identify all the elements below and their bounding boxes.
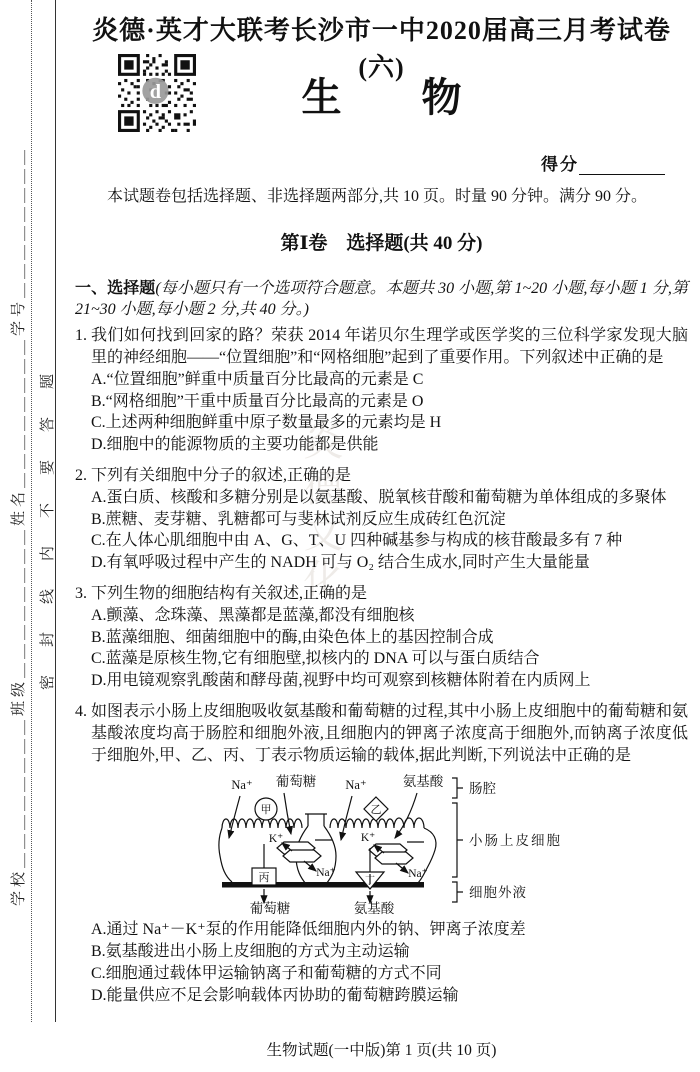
bracket-ecf bbox=[452, 882, 463, 902]
question-4-option-c: C.细胞通过载体甲运输钠离子和葡萄糖的方式不同 bbox=[91, 964, 442, 982]
seal-solid-line bbox=[55, 0, 56, 1022]
question-2-option-a: A.蛋白质、核酸和多糖分别是以氨基酸、脱氧核苷酸和葡萄糖为单体组成的多聚体 bbox=[91, 488, 667, 506]
question-2-stem: 下列有关细胞中分子的叙述,正确的是 bbox=[91, 466, 352, 484]
question-3-option-b: B.蓝藻细胞、细菌细胞中的酶,由染色体上的基因控制合成 bbox=[91, 628, 494, 646]
question-2-option-d: D.有氧呼吸过程中产生的 NADH 可与 O₂ 结合生成水,同时产生大量能量 bbox=[91, 554, 590, 572]
question-2-option-c: C.在人体心肌细胞中由 A、G、T、U 四种碱基参与构成的核苷酸最多有 7 种 bbox=[91, 532, 623, 550]
junction-neck bbox=[305, 814, 327, 826]
section-title: 第Ⅰ卷 选择题(共 40 分) bbox=[280, 232, 483, 254]
svg-text:d: d bbox=[149, 80, 162, 103]
content bbox=[75, 186, 688, 1016]
cell-transport-diagram bbox=[180, 772, 580, 917]
arrow-glucose-in bbox=[284, 793, 291, 834]
question-2-number: 2. bbox=[75, 466, 87, 484]
exam-title: 炎德·英才大联考长沙市一中2020届高三月考试卷(六) bbox=[92, 16, 671, 82]
label-carrier-bing: 丙 bbox=[258, 872, 270, 885]
part-heading bbox=[75, 278, 688, 322]
label-epithelial: 小肠上皮细胞 bbox=[469, 833, 562, 849]
label-na-top-right: Na⁺ bbox=[345, 778, 367, 793]
question-4-number: 4. bbox=[75, 702, 87, 720]
question-1-option-a: A.“位置细胞”鲜重中质量百分比最高的元素是 C bbox=[91, 370, 424, 388]
arrow-amino-in bbox=[395, 793, 417, 838]
question-4-stem: 如图表示小肠上皮细胞吸收氨基酸和葡萄糖的过程,其中小肠上皮细胞中的葡萄糖和氨基酸浓度均高于肠腔和细胞外液,且细胞内的钾离子浓度高于细胞外,而钠离子浓度低于细胞外,甲、乙、丙、丁表示物质运输的载体,据此判断,下列说法中正确的是 bbox=[91, 702, 688, 764]
subject-title: 生 物 bbox=[301, 75, 462, 120]
question-1-option-c: C.上述两种细胞鲜重中原子数量最多的元素均是 H bbox=[91, 414, 442, 432]
question-3-number: 3. bbox=[75, 584, 87, 602]
student-info-blanks: 学校＿＿＿＿＿＿＿＿班级＿＿＿＿＿＿＿＿姓名＿＿＿＿＿＿＿＿学号＿＿＿＿＿＿＿＿ bbox=[11, 145, 27, 906]
question-1-stem: 我们如何找到回家的路？荣获 2014 年诺贝尔生理学或医学奖的三位科学家发现大脑里的神经细胞——“位置细胞”和“网格细胞”起到了重要作用。下列叙述中正确的是 bbox=[91, 327, 688, 366]
label-na-out-left: Na⁺ bbox=[316, 867, 336, 880]
label-glucose-top: 葡萄糖 bbox=[275, 774, 317, 790]
question-3-stem: 下列生物的细胞结构有关叙述,正确的是 bbox=[91, 584, 368, 602]
question-3-option-a: A.颤藻、念珠藻、黑藻都是蓝藻,都没有细胞核 bbox=[91, 606, 415, 624]
bracket-lumen bbox=[452, 778, 463, 798]
label-glucose-bottom: 葡萄糖 bbox=[249, 901, 291, 917]
score-label: 得分 bbox=[541, 155, 579, 174]
label-k-left: K⁺ bbox=[268, 833, 284, 846]
question-1 bbox=[75, 325, 688, 456]
intro-note: 本试题卷包括选择题、非选择题两部分,共 10 页。时量 90 分钟。满分 90 分。 bbox=[107, 188, 648, 205]
score-blank bbox=[579, 157, 665, 175]
question-4 bbox=[75, 701, 688, 1007]
part-label: 一、选择题 bbox=[75, 279, 156, 297]
label-carrier-ding: 丁 bbox=[365, 876, 375, 888]
question-3 bbox=[75, 583, 688, 692]
question-3-option-c: C.蓝藻是原核生物,它有细胞壁,拟核内的 DNA 可以与蛋白质结合 bbox=[91, 650, 540, 668]
question-2-option-b: B.蔗糖、麦芽糖、乳糖都可与斐林试剂反应生成砖红色沉淀 bbox=[91, 510, 506, 528]
label-amino-top: 氨基酸 bbox=[402, 774, 444, 790]
question-4-option-a: A.通过 Na⁺－K⁺泵的作用能降低细胞内外的钠、钾离子浓度差 bbox=[91, 921, 526, 939]
label-lumen: 肠腔 bbox=[469, 781, 496, 797]
label-na-out-right: Na⁺ bbox=[408, 868, 428, 881]
bracket-epithelial bbox=[452, 803, 463, 877]
label-amino-bottom: 氨基酸 bbox=[353, 901, 395, 917]
seal-dotted-line bbox=[31, 0, 32, 1022]
question-1-number: 1. bbox=[75, 327, 87, 345]
page-footer: 生物试题(一中版)第 1 页(共 10 页) bbox=[266, 1042, 497, 1059]
seal-line-text: 密封线内不要答题 bbox=[40, 345, 56, 690]
arrow-na-in-left bbox=[229, 796, 240, 838]
question-4-option-b: B.氨基酸进出小肠上皮细胞的方式为主动运输 bbox=[91, 943, 410, 961]
question-1-option-d: D.细胞中的能源物质的主要功能都是供能 bbox=[91, 436, 379, 454]
question-4-option-d: D.能量供应不足会影响载体丙协助的葡萄糖跨膜运输 bbox=[91, 986, 459, 1004]
cell-transport-figure bbox=[180, 772, 580, 917]
label-carrier-jia: 甲 bbox=[260, 804, 272, 817]
label-na-top-left: Na⁺ bbox=[231, 778, 253, 793]
label-carrier-yi: 乙 bbox=[370, 804, 382, 817]
label-k-right: K⁺ bbox=[360, 832, 376, 845]
part-note: (每小题只有一个选项符合题意。本题共 30 小题,第 1~20 小题,每小题 1 分,第 21~30 小题,每小题 2 分,共 40 分。) bbox=[75, 279, 688, 319]
question-3-option-d: D.用电镜观察乳酸菌和酵母菌,视野中均可观察到核糖体附着在内质网上 bbox=[91, 672, 591, 690]
score-line bbox=[541, 150, 665, 175]
label-ecf: 细胞外液 bbox=[469, 885, 527, 901]
watermark: 炎德文化 bbox=[298, 420, 343, 604]
arrow-na-in-right bbox=[341, 796, 352, 840]
question-2 bbox=[75, 465, 688, 574]
question-1-option-b: B.“网格细胞”干重中质量百分比最高的元素是 O bbox=[91, 392, 424, 410]
